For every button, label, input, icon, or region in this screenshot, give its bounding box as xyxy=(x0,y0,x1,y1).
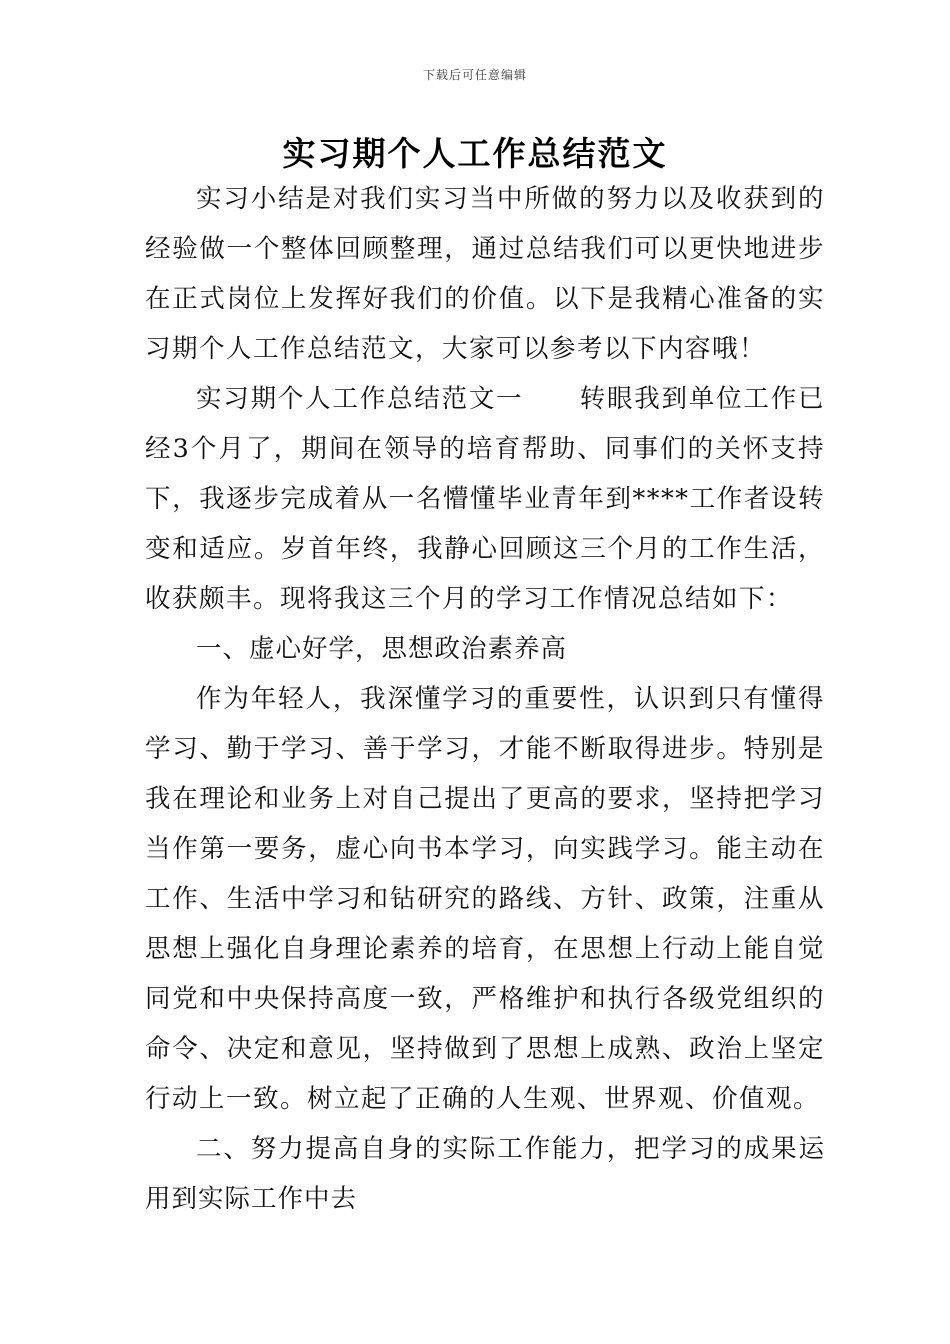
intro-paragraph: 实习小结是对我们实习当中所做的努力以及收获到的经验做一个整体回顾整理，通过总结我们可以更快地进步在正式岗位上发挥好我们的价值。以下是我精心准备的实习期个人工作总结范文，大家可以参考以下内容哦！ xyxy=(145,184,825,364)
paragraph-one: 作为年轻人，我深懂学习的重要性，认识到只有懂得学习、勤于学习、善于学习，才能不断取得进步。特别是我在理论和业务上对自己提出了更高的要求，坚持把学习当作第一要务，虚心向书本学习，向实践学习。能主动在工作、生活中学习和钻研究的路线、方针、政策，注重从思想上强化自身理论素养的培育，在思想上行动上能自觉同党和中央保持高度一致，严格维护和执行各级党组织的命令、决定和意见，坚持做到了思想上成熟、政治上坚定行动上一致。树立起了正确的人生观、世界观、价值观。 xyxy=(145,684,825,1114)
heading-one: 一、虚心好学，思想政治素养高 xyxy=(196,634,568,664)
document-body xyxy=(145,174,825,1224)
section-one-paragraph xyxy=(145,374,825,624)
section-one-label: 实习期个人工作总结范文一 xyxy=(196,384,524,414)
heading-two: 二、努力提高自身的实际工作能力，把学习的成果运用到实际工作中去 xyxy=(145,1134,825,1214)
section-one-opening: 转眼我到单位工作已经3个月了，期间在领导的培育帮助、同事们的关怀支持下，我逐步完成着从一名懵懂毕业青年到****工作者设转变和适应。岁首年终，我静心回顾这三个月的工作生活，收获颇丰。现将我这三个月的学习工作情况总结如下： xyxy=(145,384,825,614)
document-title: 实习期个人工作总结范文 xyxy=(282,134,668,173)
header-note: 下载后可任意编辑 xyxy=(422,68,527,82)
